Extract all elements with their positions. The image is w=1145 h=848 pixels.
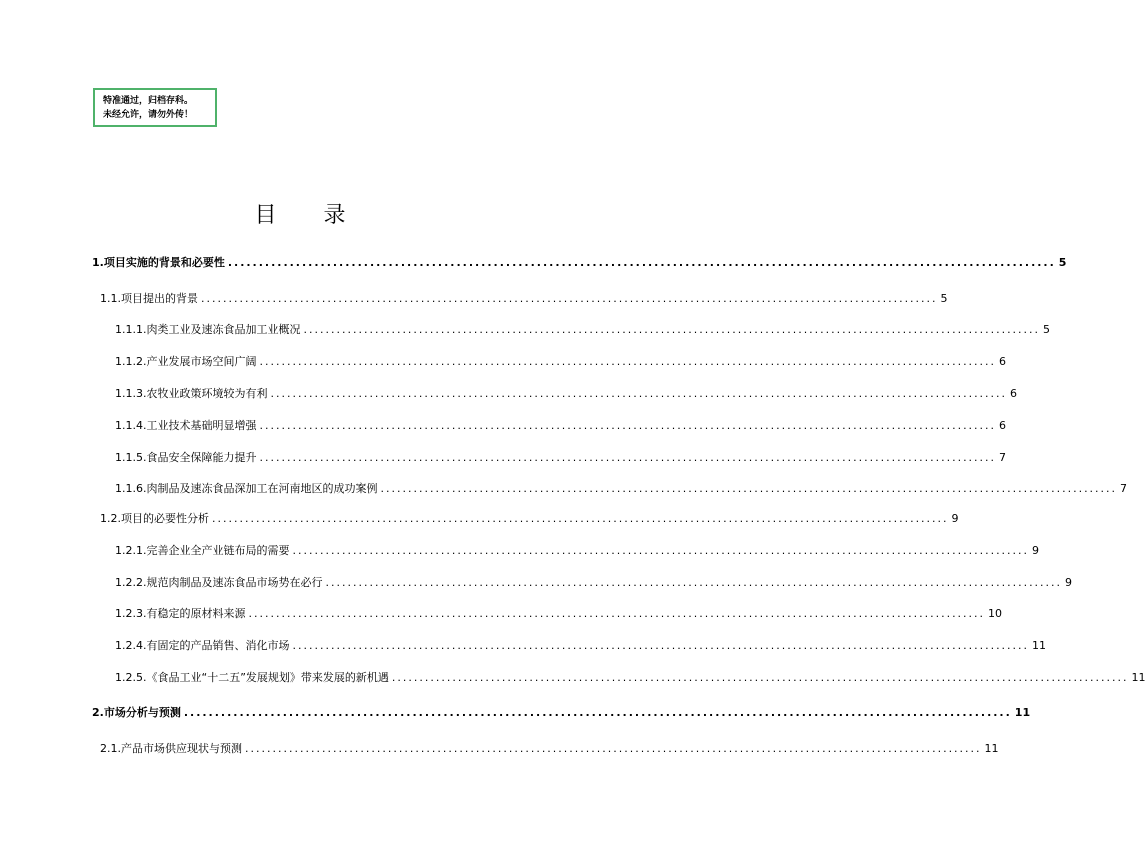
toc-page: 9 (1032, 544, 1040, 557)
toc-number: 1.2.5. (115, 671, 147, 684)
toc-leader: ...................................................................................................................................... (212, 512, 949, 525)
toc-title: 肉类工业及速冻食品加工业概况 (146, 323, 301, 336)
toc-page: 5 (1058, 256, 1067, 269)
toc-number: 1.1.2. (115, 355, 147, 368)
toc-title: 《食品工业“十二五”发展规划》带来发展的新机遇 (146, 671, 389, 684)
toc-number: 1.1.5. (115, 451, 147, 464)
toc-page: 11 (1131, 671, 1145, 684)
toc-leader: ...................................................................................................................................... (391, 671, 1129, 684)
toc-entry-1-2-3[interactable] (115, 606, 1003, 622)
toc-number: 1.1.3. (115, 387, 147, 400)
toc-leader: ...................................................................................................................................... (292, 544, 1030, 557)
toc-number: 1.2.4. (115, 639, 147, 652)
toc-page: 6 (1010, 387, 1018, 400)
toc-leader: ...................................................................................................................................... (270, 387, 1008, 400)
toc-page: 9 (951, 512, 959, 525)
toc-number: 1.1.4. (115, 419, 147, 432)
toc-title: 项目提出的背景 (121, 292, 198, 305)
toc-page: 11 (984, 742, 999, 755)
toc-page: 11 (1014, 706, 1031, 719)
toc-leader: ...................................................................................................................................... (325, 576, 1063, 589)
toc-leader: ...................................................................................................................................... (259, 419, 997, 432)
toc-entry-1-2-4[interactable] (115, 638, 1047, 654)
toc-number: 1.1.6. (115, 482, 147, 495)
toc-number: 1.2. (100, 512, 121, 525)
toc-page: 5 (1043, 323, 1051, 336)
toc-title: 市场分析与预测 (103, 706, 181, 719)
toc-entry-1-1[interactable] (100, 291, 948, 307)
toc-number: 1. (92, 256, 104, 269)
toc-leader: ...................................................................................................................................... (201, 292, 938, 305)
toc-title: 项目实施的背景和必要性 (103, 256, 225, 269)
toc-number: 2.1. (100, 742, 121, 755)
toc-page: 9 (1065, 576, 1073, 589)
toc-entry-1-2-2[interactable] (115, 575, 1073, 591)
toc-title: 农牧业政策环境较为有利 (146, 387, 268, 400)
stamp-line-1: 特准通过，归档存科。 (103, 96, 194, 106)
toc-title: 产品市场供应现状与预测 (121, 742, 242, 755)
toc-leader: ...................................................................................................................................... (259, 355, 997, 368)
toc-leader: ...................................................................................................................................... (245, 742, 982, 755)
toc-title: 工业技术基础明显增强 (146, 419, 257, 432)
toc-entry-2-1[interactable] (100, 741, 999, 757)
toc-title: 食品安全保障能力提升 (146, 451, 257, 464)
toc-number: 1.2.1. (115, 544, 147, 557)
page-title: 目 录 (254, 203, 366, 228)
toc-entry-1-1-6[interactable] (115, 481, 1128, 497)
toc-page: 6 (999, 419, 1007, 432)
toc-entry-1-1-1[interactable] (115, 322, 1051, 338)
toc-title: 项目的必要性分析 (121, 512, 209, 525)
toc-page: 5 (940, 292, 948, 305)
toc-entry-1-2-1[interactable] (115, 543, 1040, 559)
toc-leader: ...................................................................................................................................... (227, 256, 1056, 269)
toc-number: 1.2.3. (115, 607, 147, 620)
confidential-stamp (93, 88, 217, 127)
toc-page: 7 (1120, 482, 1128, 495)
toc-page: 6 (999, 355, 1007, 368)
stamp-line-2: 未经允许，请勿外传！ (103, 110, 194, 120)
toc-entry-1-2-5[interactable] (115, 670, 1145, 686)
toc-title: 规范肉制品及速冻食品市场势在必行 (146, 576, 323, 589)
toc-leader: ...................................................................................................................................... (380, 482, 1118, 495)
toc-title: 肉制品及速冻食品深加工在河南地区的成功案例 (146, 482, 378, 495)
toc-entry-1-1-2[interactable] (115, 354, 1007, 370)
toc-title: 有稳定的原材料来源 (146, 607, 246, 620)
toc-number: 1.2.2. (115, 576, 147, 589)
toc-page: 11 (1032, 639, 1047, 652)
toc-entry-2[interactable] (92, 705, 1031, 721)
toc-entry-1-2[interactable] (100, 511, 959, 527)
toc-entry-1-1-3[interactable] (115, 386, 1018, 402)
toc-number: 2. (92, 706, 104, 719)
toc-leader: ...................................................................................................................................... (183, 706, 1012, 719)
toc-entry-1[interactable] (92, 255, 1067, 271)
toc-leader: ...................................................................................................................................... (303, 323, 1041, 336)
toc-entry-1-1-4[interactable] (115, 418, 1007, 434)
toc-number: 1.1. (100, 292, 121, 305)
toc-title: 有固定的产品销售、消化市场 (146, 639, 290, 652)
toc-page: 10 (988, 607, 1003, 620)
toc-leader: ...................................................................................................................................... (292, 639, 1030, 652)
toc-title: 产业发展市场空间广阔 (146, 355, 257, 368)
toc-leader: ...................................................................................................................................... (259, 451, 997, 464)
toc-leader: ...................................................................................................................................... (248, 607, 986, 620)
toc-entry-1-1-5[interactable] (115, 450, 1007, 466)
toc-number: 1.1.1. (115, 323, 147, 336)
toc-page: 7 (999, 451, 1007, 464)
toc-title: 完善企业全产业链布局的需要 (146, 544, 290, 557)
